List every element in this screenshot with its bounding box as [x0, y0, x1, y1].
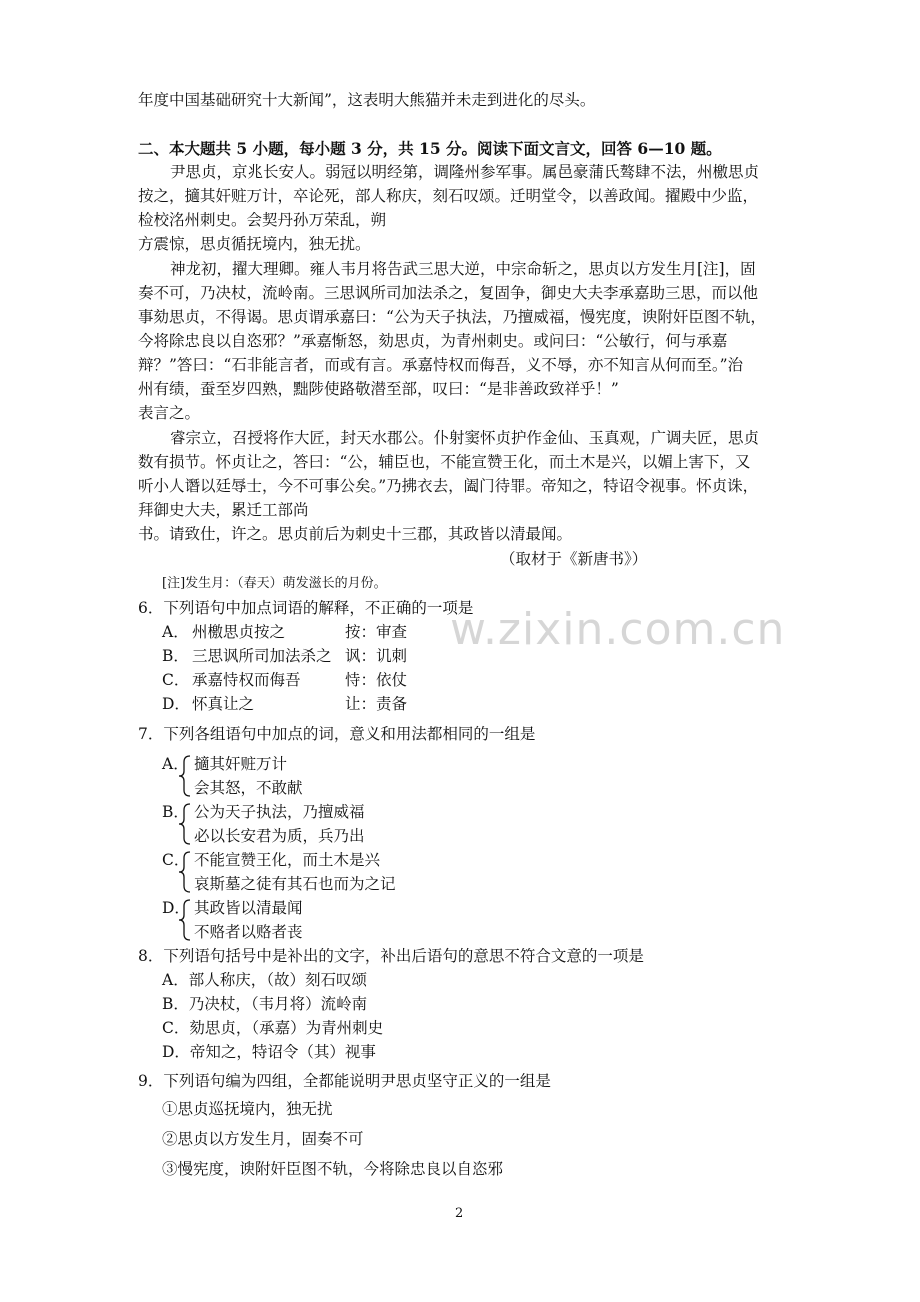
- passage-line: 表言之。: [138, 404, 201, 422]
- passage-line: 数有损节。怀贞让之，答曰：“公，辅臣也，不能宣赞王化，而土木是兴，以媚上害下，又: [138, 453, 751, 471]
- left-brace-icon: [178, 851, 192, 893]
- passage-line: 睿宗立，召授将作大匠，封天水郡公。仆射窦怀贞护作金仙、玉真观，广调夫匠，思贞: [170, 429, 760, 447]
- q8-stem: 8．下列语句括号中是补出的文字，补出后语句的意思不符合文意的一项是: [138, 947, 644, 965]
- passage-line: 神龙初，擢大理卿。雍人韦月将告武三思大逆，中宗命斩之，思贞以方发生月[注]，固: [170, 260, 756, 278]
- option-label: A．: [162, 755, 189, 773]
- q7-option-b: [162, 800, 422, 848]
- q9-item-1: ①思贞巡抚境内，独无扰: [162, 1100, 333, 1118]
- option-line-2: 必以长安君为质，兵乃出: [194, 827, 365, 845]
- option-label: B．: [162, 647, 189, 665]
- option-gloss: 让：责备: [345, 695, 408, 713]
- option-label: C．: [162, 671, 190, 689]
- q9-item-3: ③慢宪度，谀附奸臣图不轨，今将除忠良以自恣邪: [162, 1160, 504, 1178]
- q9-item-2: ②思贞以方发生月，固奏不可: [162, 1130, 364, 1148]
- passage-line: 今将除忠良以自恣邪？”承嘉惭怒，劾思贞，为青州刺史。或问曰：“公敏行，何与承嘉: [138, 332, 728, 350]
- passage-line: 按之，擿其奸赃万计，卒论死，部人称庆，刻石叹颂。迁明堂令，以善政闻。擢殿中少监，: [138, 187, 759, 205]
- option-line-1: 擿其奸赃万计: [194, 755, 288, 773]
- option-label: B．: [162, 803, 189, 821]
- passage-line: 方震惊，思贞循抚境内，独无扰。: [138, 235, 371, 253]
- q9-stem: 9．下列语句编为四组，全都能说明尹思贞坚守正义的一组是: [138, 1072, 551, 1090]
- option-line-2: 哀斯墓之徒有其石也而为之记: [194, 875, 396, 893]
- passage-line: 尹思贞，京兆长安人。弱冠以明经第，调隆州参军事。属邑豪蒲氏骜肆不法，州檄思贞: [170, 163, 760, 181]
- q7-option-c: [162, 848, 422, 896]
- source-citation: （取材于《新唐书》）: [500, 550, 648, 568]
- section-heading: 二、本大题共 5 小题，每小题 3 分，共 15 分。阅读下面文言文，回答 6—10 题。: [138, 139, 722, 158]
- passage-line: 书。请致仕，许之。思贞前后为刺史十三郡，其政皆以清最闻。: [138, 525, 573, 543]
- q7-option-d: [162, 896, 422, 944]
- passage-line: 听小人谮以廷辱士，今不可事公矣。”乃拂衣去，阖门待罪。帝知之，特诏令视事。怀贞诛，: [138, 477, 759, 495]
- option-label: D．: [162, 695, 190, 713]
- watermark: w.zixin.com.cn: [450, 604, 786, 655]
- q8-option-c: C．劾思贞，（承嘉）为青州刺史: [162, 1019, 384, 1037]
- option-line-2: 会其怒，不敢献: [194, 779, 303, 797]
- q8-option-d: D．帝知之，特诏令（其）视事: [162, 1043, 376, 1061]
- q8-option-b: B．乃决杖，（韦月将）流岭南: [162, 995, 368, 1013]
- option-gloss: 恃：依仗: [345, 671, 408, 689]
- option-label: A．: [162, 623, 189, 641]
- q8-option-a: A．部人称庆，（故）刻石叹颂: [162, 971, 367, 989]
- page-number: 2: [455, 1206, 464, 1221]
- option-line-1: 公为天子执法，乃擅威福: [194, 803, 365, 821]
- option-text: 三思讽所司加法杀之: [192, 647, 332, 665]
- option-label: D．: [162, 899, 190, 917]
- left-brace-icon: [178, 755, 192, 797]
- passage-line: 辩？”答曰：“石非能言者，而或有言。承嘉恃权而侮吾，义不辱，亦不知言从何而至。”治: [138, 356, 744, 374]
- option-line-2: 不赂者以赂者丧: [194, 923, 303, 941]
- option-text: 怀真让之: [192, 695, 255, 713]
- option-gloss: 讽：讥刺: [345, 647, 408, 665]
- option-line-1: 不能宣赞王化，而土木是兴: [194, 851, 381, 869]
- option-line-1: 其政皆以清最闻: [194, 899, 303, 917]
- q7-stem: 7．下列各组语句中加点的词，意义和用法都相同的一组是: [138, 725, 536, 743]
- top-line: 年度中国基础研究十大新闻”，这表明大熊猫并未走到进化的尽头。: [138, 91, 596, 109]
- option-text: 承嘉恃权而侮吾: [192, 671, 301, 689]
- option-gloss: 按：审查: [345, 623, 408, 641]
- left-brace-icon: [178, 899, 192, 941]
- passage-line: 事劾思贞，不得谒。思贞谓承嘉曰：“公为天子执法，乃擅威福，慢宪度，谀附奸臣图不轨，: [138, 308, 766, 326]
- footnote: [注]发生月：（春天）萌发滋长的月份。: [162, 576, 387, 591]
- option-text: 州檄思贞按之: [192, 623, 286, 641]
- q6-stem: 6．下列语句中加点词语的解释，不正确的一项是: [138, 599, 474, 617]
- passage-line: 奏不可，乃决杖，流岭南。三思讽所司加法杀之，复固争，御史大夫李承嘉助三思，而以他: [138, 284, 759, 302]
- passage-line: 拜御史大夫，累迁工部尚: [138, 501, 309, 519]
- left-brace-icon: [178, 803, 192, 845]
- passage-line: 检校洺州刺史。会契丹孙万荣乱，朔: [138, 211, 387, 229]
- q7-option-a: [162, 752, 422, 800]
- passage-line: 州有绩，蚕至岁四熟，黜陟使路敬潜至部，叹曰：“是非善政致祥乎！”: [138, 380, 619, 398]
- option-label: C．: [162, 851, 190, 869]
